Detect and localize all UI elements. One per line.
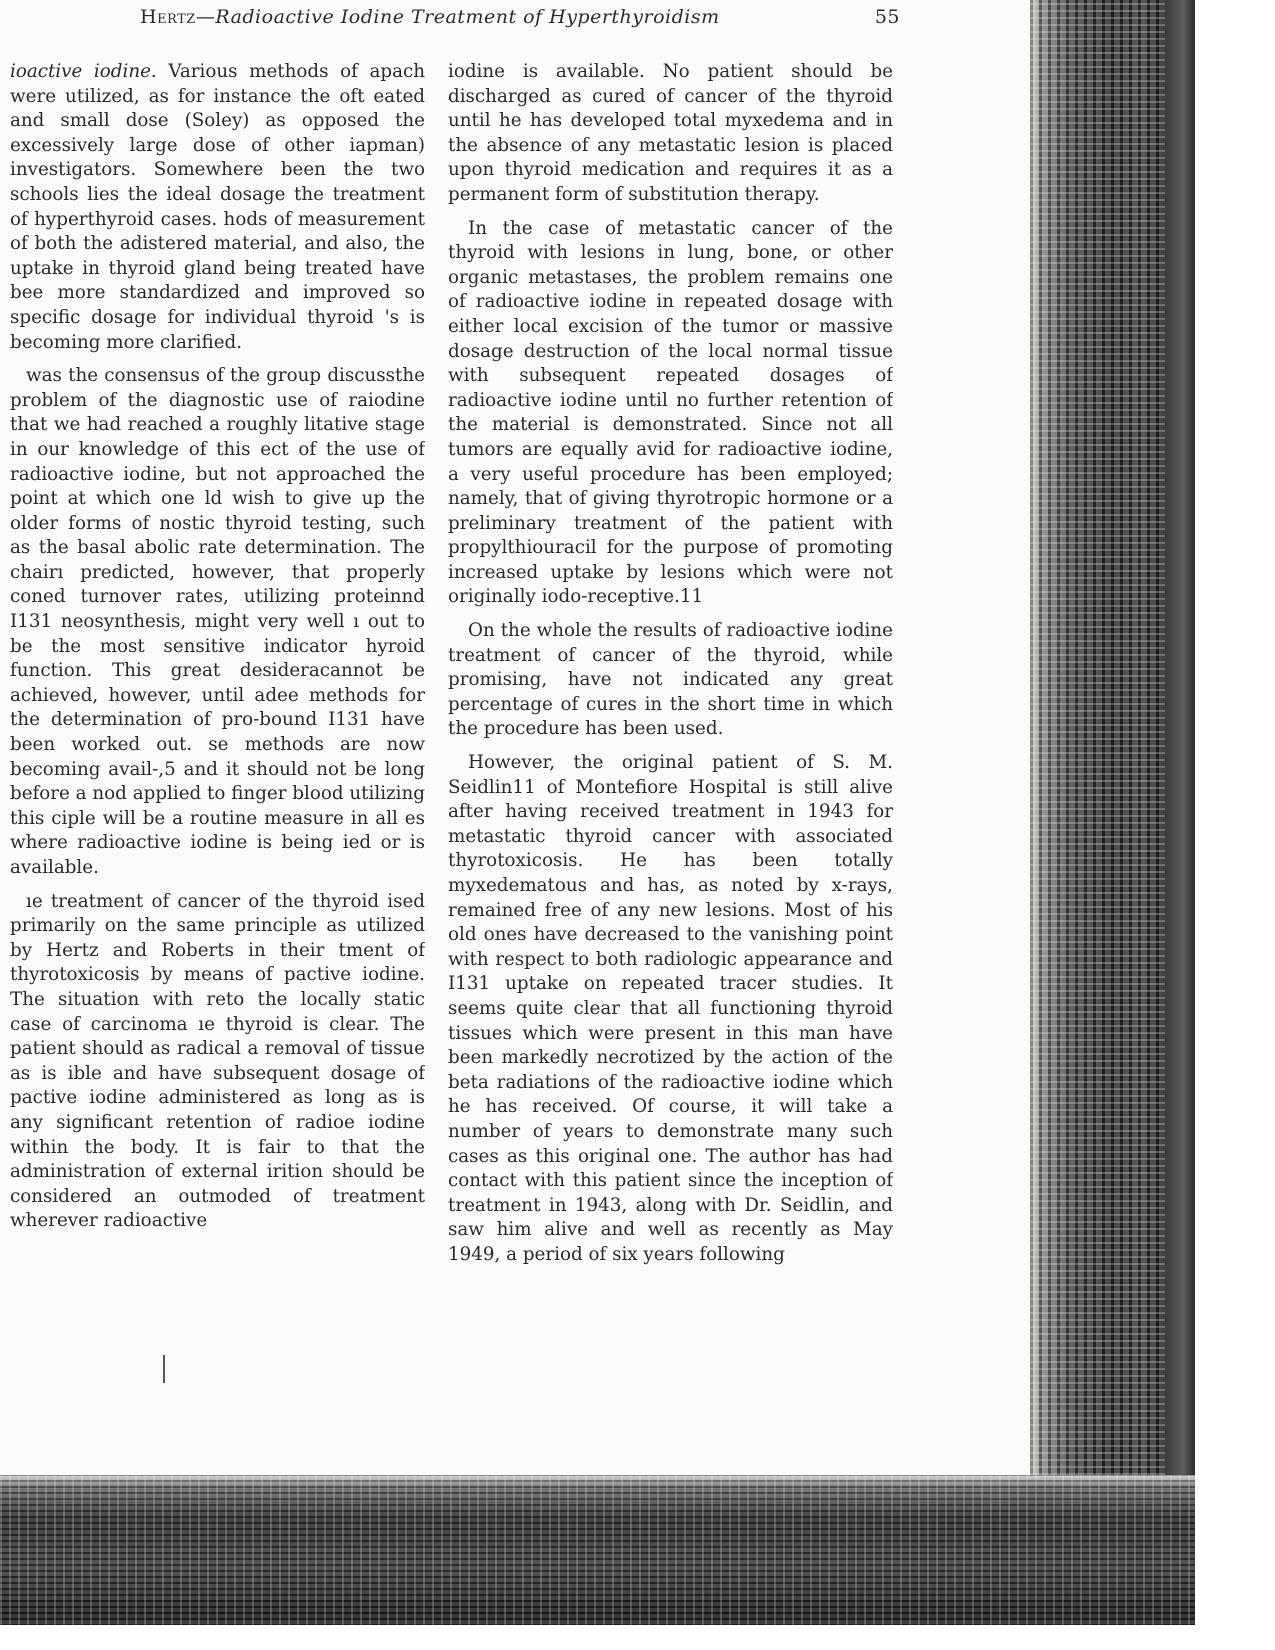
right-paragraph-1: iodine is available. No patient should be discharged as cured of cancer of the thyroid until he has developed total myxedema and in the absence of any metastatic lesion is placed upon thyroid medication and requires it as a permanent form of substitution therapy. [448, 61, 893, 205]
running-title [140, 6, 720, 28]
right-column [448, 60, 893, 1380]
running-head-separator: — [195, 6, 216, 28]
left-column [10, 60, 425, 1380]
page-number: 55 [874, 6, 900, 28]
left-paragraph-2: was the consensus of the group discussthe problem of the diagnostic use of raiodine that we had reached a roughly litative stage in our knowledge of this ect of the use of radioactive iodine, but not approached the point at which one ld wish to give up the older forms of nostic thyroid testing, such as the basal abolic rate determination. The chairı predicted, however, that properly coned turnover rates, utilizing proteinnd I131 neosynthesis, might very well ı out to be the most sensitive indicator hyroid function. This great desideracannot be achieved, however, until adee methods for the determination of pro-bound I131 have been worked out. se methods are now becoming avail-,5 and it should not be long before a nod applied to finger blood utilizing this ciple will be a routine measure in all es where radioactive iodine is being ied or is available. [10, 365, 425, 878]
left-paragraph-1-lead: ioactive iodine. [10, 61, 157, 82]
scan-margin-bottom [0, 1625, 1195, 1650]
right-paragraph-4: However, the original patient of S. M. Seidlin11 of Montefiore Hospital is still alive after having received treatment in 1943 for metastatic thyroid cancer with associated thyrotoxicosis. He has been totally myxedematous and has, as noted by x-rays, remained free of any new lesions. Most of his old ones have decreased to the vanishing point with respect to both radiologic appearance and I131 uptake on repeated tracer studies. It seems quite clear that all functioning thyroid tissues which were present in this man have been markedly necrotized by the action of the beta radiations of the radioactive iodine which he has received. Of course, it will take a number of years to demonstrate many such cases as this original one. The author has had contact with this patient since the inception of treatment in 1943, along with Dr. Seidlin, and saw him alive and well as recently as May 1949, a period of six years following [448, 752, 893, 1265]
running-head-title: Radioactive Iodine Treatment of Hyperthyroidism [215, 6, 720, 28]
right-paragraph-2: In the case of metastatic cancer of the thyroid with lesions in lung, bone, or other organic metastases, the problem remains one of radioactive iodine in repeated dosage with either local excision of the tumor or massive dosage destruction of the local normal tissue with subsequent repeated dosages of radioactive iodine until no further retention of the material is demonstrated. Since not all tumors are equally avid for radioactive iodine, a very useful procedure has been employed; namely, that of giving thyrotropic hormone or a preliminary treatment of the patient with propylthiouracil for the purpose of promoting increased uptake by lesions which were not originally iodo-receptive.11 [448, 217, 893, 608]
left-paragraph-1-body: Various methods of apach were utilized, as for instance the oft eated and small dose (Soley) as opposed the excessively large dose of other iapman) investigators. Somewhere been the two schools lies the ideal dosage the treatment of hyperthyroid cases. hods of measurement of both the adistered material, and also, the uptake in thyroid gland being treated have bee more standardized and improved so specific dosage for individual thyroid 's is becoming more clarified. [10, 61, 425, 353]
running-head [140, 6, 900, 32]
left-paragraph-3: ıe treatment of cancer of the thyroid ised primarily on the same principle as utilized by Hertz and Roberts in their tment of thyrotoxicosis by means of pactive iodine. The situation with reto the locally static case of carcinoma ıe thyroid is clear. The patient should as radical a removal of tissue as is ible and have subsequent dosage of pactive iodine administered as long as is any significant retention of radioe iodine within the body. It is fair to that the administration of external irition should be considered an outmoded of treatment wherever radioactive [10, 890, 425, 1232]
running-head-author: Hertz [140, 6, 196, 28]
gutter-mark [163, 1355, 165, 1383]
left-paragraph-1 [10, 60, 425, 355]
right-paragraph-3: On the whole the results of radioactive iodine treatment of cancer of the thyroid, while promising, have not indicated any great percentage of cures in the short time in which the procedure has been used. [448, 620, 893, 740]
scan-margin-right [1195, 0, 1275, 1650]
scan-edge-bottom [0, 1475, 1195, 1650]
book-cover-edge [1165, 0, 1195, 1650]
